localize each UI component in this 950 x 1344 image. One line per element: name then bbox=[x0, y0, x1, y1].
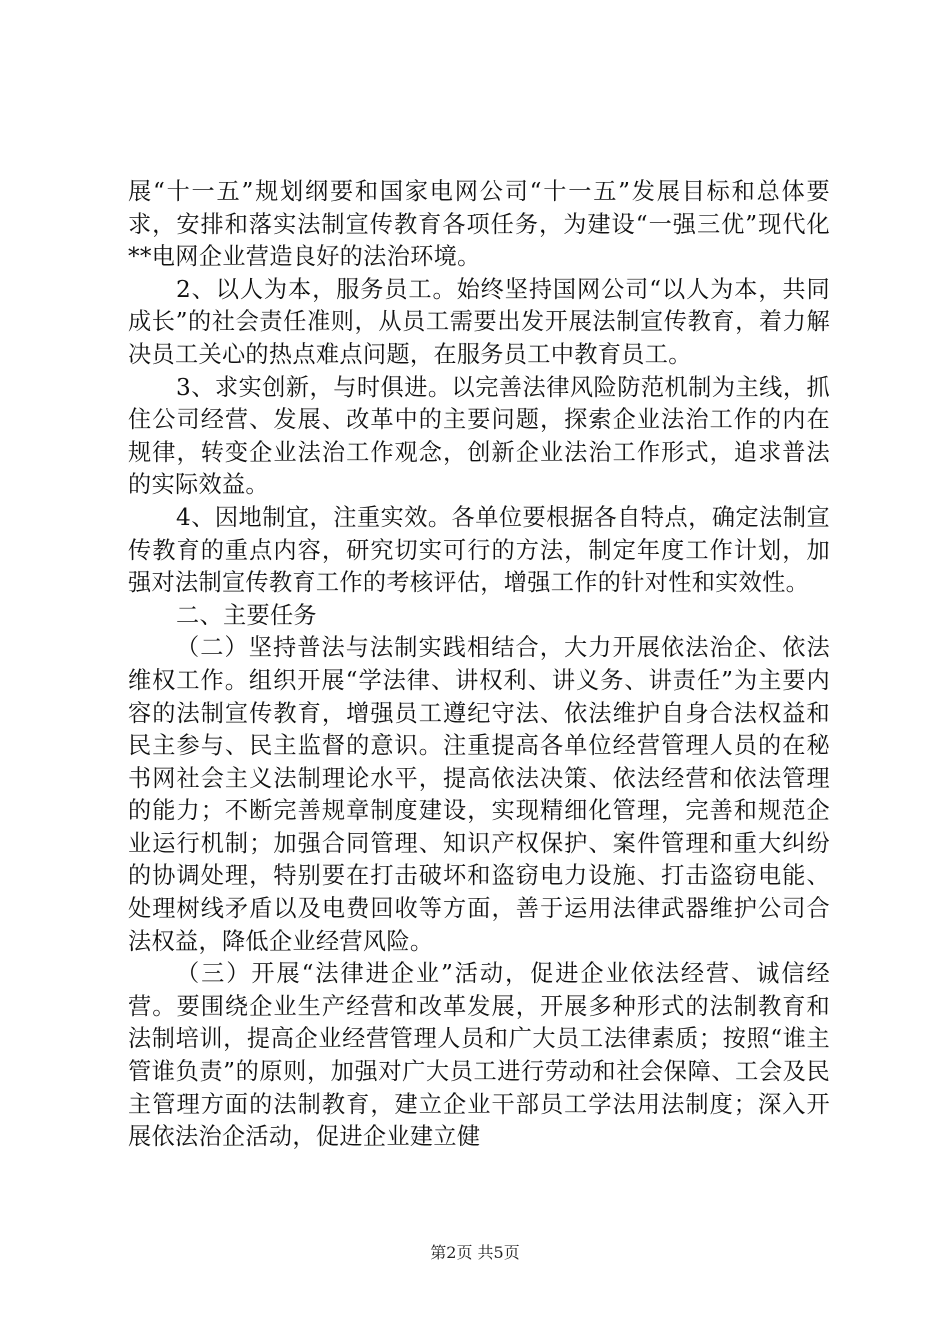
paragraph-principle-2: 2、以人为本，服务员工。始终坚持国网公司“以人为本，共同成长”的社会责任准则，从员工需要出发开展法制宣传教育，着力解决员工关心的热点难点问题，在服务员工中教育员工。 bbox=[128, 275, 830, 368]
paragraph-task-3: （三）开展“法律进企业”活动，促进企业依法经营、诚信经营。要围绕企业生产经营和改革发展，开展多种形式的法制教育和法制培训，提高企业经营管理人员和广大员工法律素质；按照“谁主管谁负责”的原则，加强对广大员工进行劳动和社会保障、工会及民主管理方面的法制教育，建立企业干部员工学法用法制度；深入开展依法治企活动，促进企业建立健 bbox=[128, 960, 830, 1151]
paragraph-principle-4: 4、因地制宜，注重实效。各单位要根据各自特点，确定法制宣传教育的重点内容，研究切实可行的方法，制定年度工作计划，加强对法制宣传教育工作的考核评估，增强工作的针对性和实效性。 bbox=[128, 503, 830, 597]
section-heading-main-tasks: 二、主要任务 bbox=[176, 601, 317, 629]
paragraph-principle-3: 3、求实创新，与时俱进。以完善法律风险防范机制为主线，抓住公司经营、发展、改革中的主要问题，探索企业法治工作的内在规律，转变企业法治工作观念，创新企业法治工作形式，追求普法的实际效益。 bbox=[128, 373, 830, 499]
paragraph-task-2: （二）坚持普法与法制实践相结合，大力开展依法治企、依法维权工作。组织开展“学法律、讲权利、讲义务、讲责任”为主要内容的法制宣传教育，增强员工遵纪守法、依法维护自身合法权益和民主参与、民主监督的意识。注重提高各单位经营管理人员的在秘书网社会主义法制理论水平，提高依法决策、依法经营和依法管理的能力；不断完善规章制度建设，实现精细化管理，完善和规范企业运行机制；加强合同管理、知识产权保护、案件管理和重大纠纷的协调处理，特别要在打击破坏和盗窃电力设施、打击盗窃电能、处理树线矛盾以及电费回收等方面，善于运用法律武器维护公司合法权益，降低企业经营风险。 bbox=[128, 634, 830, 955]
page-number-footer: 第2页 共5页 bbox=[430, 1243, 520, 1262]
paragraph-continuation: 展“十一五”规划纲要和国家电网公司“十一五”发展目标和总体要求，安排和落实法制宣传教育各项任务，为建设“一强三优”现代化**电网企业营造良好的法治环境。 bbox=[128, 178, 830, 271]
document-body bbox=[128, 176, 830, 1154]
